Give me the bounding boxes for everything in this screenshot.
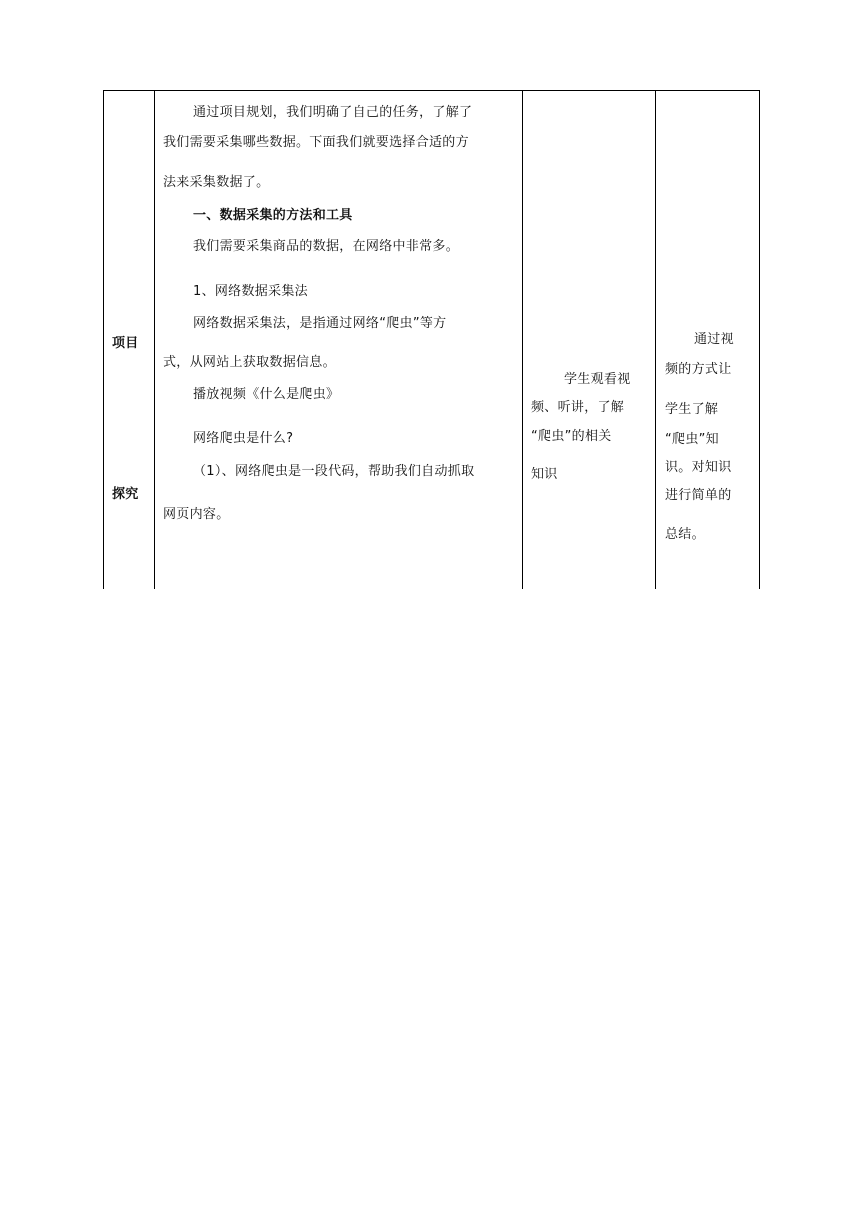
content-answer-1-line-1: （1）、网络爬虫是一段代码，帮助我们自动抓取 [193,464,475,479]
design-intent-line-5: 识。对知识 [665,460,732,475]
student-activity-line-2: 频、听讲，了解 [531,400,625,415]
content-paragraph-1-line-1: 通过项目规划，我们明确了自己的任务，了解了 [193,105,473,120]
content-answer-1-line-2: 网页内容。 [163,507,230,522]
row-label-part1: 项目 [112,336,139,351]
content-heading-1: 一、数据采集的方法和工具 [193,208,353,223]
column-divider-1 [154,91,155,589]
row-label-part2: 探究 [112,487,139,502]
design-intent-line-6: 进行简单的 [665,488,732,503]
design-intent-line-2: 频的方式让 [665,362,732,377]
content-paragraph-2: 我们需要采集商品的数据，在网络中非常多。 [193,239,460,254]
design-intent-line-3: 学生了解 [665,402,719,417]
student-activity-line-1: 学生观看视 [564,372,631,387]
content-question-1: 网络爬虫是什么? [193,431,294,446]
design-intent-line-1: 通过视 [694,332,734,347]
student-activity-line-4: 知识 [531,467,558,482]
content-paragraph-1-line-3: 法来采集数据了。 [163,175,270,190]
design-intent-line-7: 总结。 [665,527,705,542]
column-divider-2 [522,91,523,589]
content-paragraph-3-line-1: 网络数据采集法，是指通过网络“爬虫”等方 [193,316,447,331]
content-paragraph-1-line-2: 我们需要采集哪些数据。下面我们就要选择合适的方 [163,135,469,150]
design-intent-line-4: “爬虫”知 [665,432,719,447]
content-paragraph-3-line-2: 式，从网站上获取数据信息。 [163,355,336,370]
content-paragraph-4: 播放视频《什么是爬虫》 [193,387,340,402]
column-divider-3 [655,91,656,589]
student-activity-line-3: “爬虫”的相关 [531,429,612,444]
content-subheading-1: 1、网络数据采集法 [193,284,308,299]
